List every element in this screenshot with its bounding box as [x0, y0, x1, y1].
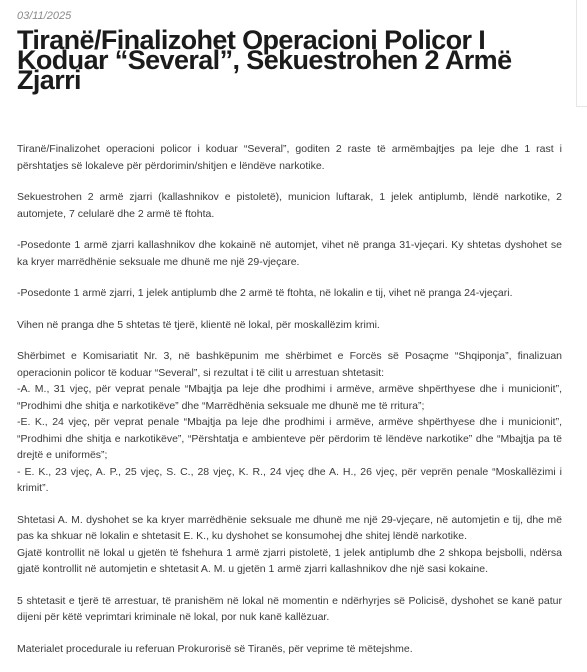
article-paragraph: [17, 512, 562, 578]
paragraph-line: Sekuestrohen 2 armë zjarri (kallashnikov e pistoletë), municion luftarak, 1 jelek antiplumb, lëndë narkotike, 2 automjete, 7 celularë dhe 2 armë të ftohta.: [17, 191, 562, 220]
paragraph-line: -Posedonte 1 armë zjarri kallashnikov dhe kokainë në automjet, vihet në pranga 31-vjeçari. Ky shtetas dyshohet se ka kryer marrëdhënie seksuale me dhunë me një 29-vjeçare.: [17, 239, 562, 268]
paragraph-line: Shërbimet e Komisariatit Nr. 3, në bashkëpunim me shërbimet e Forcës së Posaçme “Shqiponja”, finalizuan operacionin policor të koduar “Several”, si rezultat i të cilit u arrestuan shtetasit:: [17, 350, 562, 379]
paragraph-line: - E. K., 23 vjeç, A. P., 25 vjeç, S. C., 28 vjeç, K. R., 24 vjeç dhe A. H., 26 vjeç, për veprën penale “Moskallëzimi i krimit”.: [17, 465, 562, 494]
article-title: Tiranë/Finalizohet Operacioni Policor I Koduar “Several”, Sekuestrohen 2 Armë Zjarri: [17, 25, 512, 95]
article-paragraph: [17, 348, 562, 497]
paragraph-line: Materialet procedurale iu referuan Prokurorisë së Tiranës, për veprime të mëtejshme.: [17, 642, 413, 655]
article-paragraph: [17, 593, 562, 626]
article-paragraph: [17, 237, 562, 270]
article-paragraph: [17, 189, 562, 222]
paragraph-line: -A. M., 31 vjeç, për veprat penale “Mbajtja pa leje dhe prodhimi i armëve, armëve shpërthyese dhe i municionit”, “Prodhimi dhe shitja e narkotikëve” dhe “Marrëdhënia seksuale me dhunë me të rritura”;: [17, 383, 562, 412]
paragraph-line: 5 shtetasit e tjerë të arrestuar, të pranishëm në lokal në momentin e ndërhyrjes së Policisë, dyshohet se kanë patur dijeni për këtë veprimtari kriminale në lokal, por nuk kanë kallëzuar.: [17, 594, 562, 623]
paragraph-line: -E. K., 24 vjeç, për veprat penale “Mbajtja pa leje dhe prodhimi i armëve, armëve shpërthyese dhe i municionit”, “Prodhimi dhe shitja e narkotikëve”, “Përshtatja e ambienteve për përdorim të lëndëve narkotike” dhe “Mbajtja pa të drejtë e uniformës”;: [17, 416, 562, 461]
paragraph-line: Vihen në pranga dhe 5 shtetas të tjerë, klientë në lokal, për moskallëzim krimi.: [17, 318, 380, 331]
paragraph-line: Gjatë kontrollit në lokal u gjetën të fshehura 1 armë zjarri pistoletë, 1 jelek antiplumb dhe 2 shkopa bejsbolli, ndërsa gjatë kontrollit në automjetin e shtetasit A. M. u gjetën 1 armë zjarri kallashnikov dhe një sasi kokaine.: [17, 546, 562, 575]
article-paragraph: [17, 317, 562, 334]
paragraph-line: Shtetasi A. M. dyshohet se ka kryer marrëdhënie seksuale me dhunë me një 29-vjeçare, në automjetin e tij, dhe më pas ka shkuar në lokalin e shtetasit E. K., ku dyshohet se konsumohej dhe shitej lëndë narkotike.: [17, 513, 562, 542]
article-paragraph: [17, 285, 562, 302]
article-paragraph: [17, 641, 562, 658]
paragraph-line: -Posedonte 1 armë zjarri, 1 jelek antiplumb dhe 2 armë të ftohta, në lokalin e tij, vihet në pranga 24-vjeçari.: [17, 287, 513, 299]
article-date: 03/11/2025: [17, 10, 72, 22]
sidebar-widget: [576, 0, 587, 107]
article-body: [17, 141, 562, 672]
paragraph-line: Tiranë/Finalizohet operacioni policor i koduar “Several”, goditen 2 raste të armëmbajtjes pa leje dhe 1 rast i përshtatjes së lokaleve për përdorimin/shitjen e lëndëve narkotike.: [17, 143, 562, 172]
article-paragraph: [17, 141, 562, 174]
